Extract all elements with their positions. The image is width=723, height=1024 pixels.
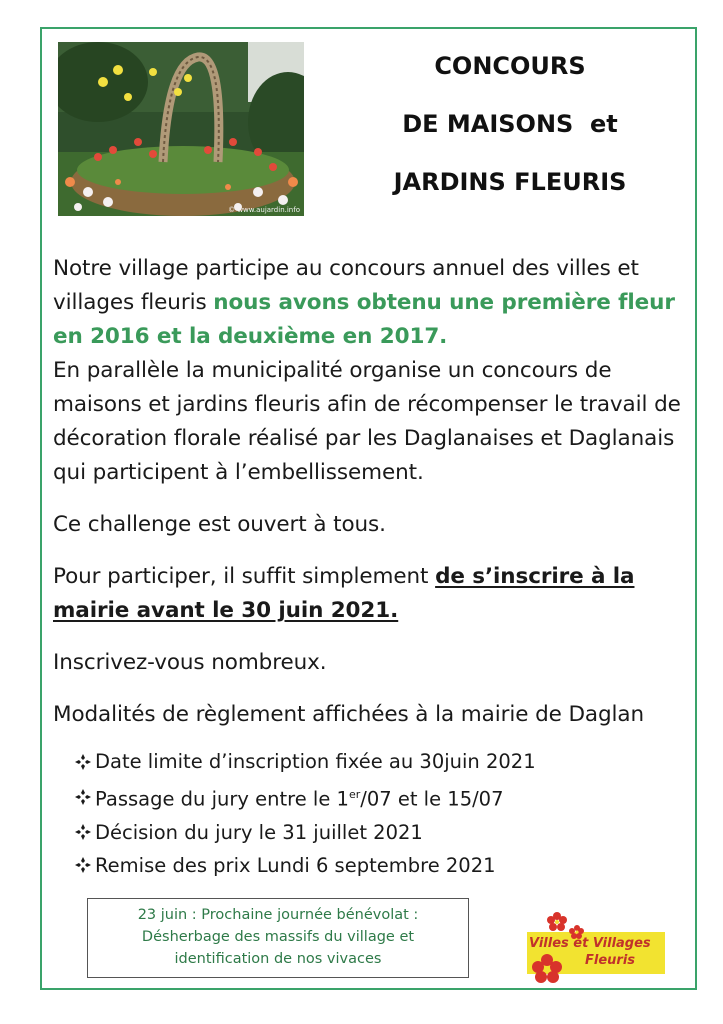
volunteer-day-note xyxy=(87,898,469,978)
intro-text: Notre village participe au concours annuel des villes et villages fleuris xyxy=(53,256,639,315)
bullet-text: Décision du jury le 31 juillet 2021 xyxy=(95,820,423,844)
list-item xyxy=(75,849,675,882)
body-text xyxy=(53,252,693,732)
title-line-1: CONCOURS xyxy=(434,52,586,80)
photo-credit: © www.aujardin.info xyxy=(228,206,300,214)
open-to-all-paragraph: Ce challenge est ouvert à tous. xyxy=(53,512,386,537)
diamond-bullet-icon xyxy=(75,857,91,873)
registration-text: Pour participer, il suffit simplement xyxy=(53,564,436,589)
title-line-2: DE MAISONS et xyxy=(402,110,618,138)
note-line-2: Désherbage des massifs du village et xyxy=(141,929,415,945)
invitation-paragraph: Inscrivez-vous nombreux. xyxy=(53,650,327,675)
diamond-bullet-icon xyxy=(75,789,91,805)
flower-basket-photo xyxy=(58,42,304,216)
bullet-text-end: /07 et le 15/07 xyxy=(360,787,504,811)
ordinal-superscript: er xyxy=(348,788,361,801)
rules-paragraph: Modalités de règlement affichées à la mairie de Daglan xyxy=(53,702,645,727)
poster-title xyxy=(330,46,690,220)
title-line-3: JARDINS FLEURIS xyxy=(393,168,627,196)
registration-deadline: de s’inscrire à la mairie avant le 30 juin 2021. xyxy=(53,564,635,623)
bullet-text xyxy=(95,778,503,816)
diamond-bullet-icon xyxy=(75,754,91,770)
logo-line-1: Villes et Villages xyxy=(529,936,651,951)
list-item xyxy=(75,778,675,816)
bullet-text: Remise des prix Lundi 6 septembre 2021 xyxy=(95,853,496,877)
note-line-3: identification de nos vivaces xyxy=(174,951,382,967)
note-line-1: 23 juin : Prochaine journée bénévolat : xyxy=(137,907,419,923)
diamond-bullet-icon xyxy=(75,824,91,840)
award-highlight: nous avons obtenu une première fleur en 2016 et la deuxième en 2017. xyxy=(53,290,675,349)
intro-paragraph xyxy=(53,252,693,354)
logo-line-2: Fleuris xyxy=(585,953,636,968)
bullet-text-start: Passage du jury entre le 1 xyxy=(95,787,349,811)
list-item xyxy=(75,745,675,778)
key-dates-list xyxy=(75,745,675,882)
registration-paragraph xyxy=(53,560,693,628)
bullet-text: Date limite d’inscription fixée au 30juin 2021 xyxy=(95,750,536,773)
villes-et-villages-fleuris-logo xyxy=(521,906,667,988)
contest-paragraph: En parallèle la municipalité organise un concours de maisons et jardins fleuris afin de récompenser le travail de décoration florale réalisé par les Daglanaises et Daglanais qui participent à l’embellissement. xyxy=(53,358,681,485)
list-item xyxy=(75,816,675,849)
